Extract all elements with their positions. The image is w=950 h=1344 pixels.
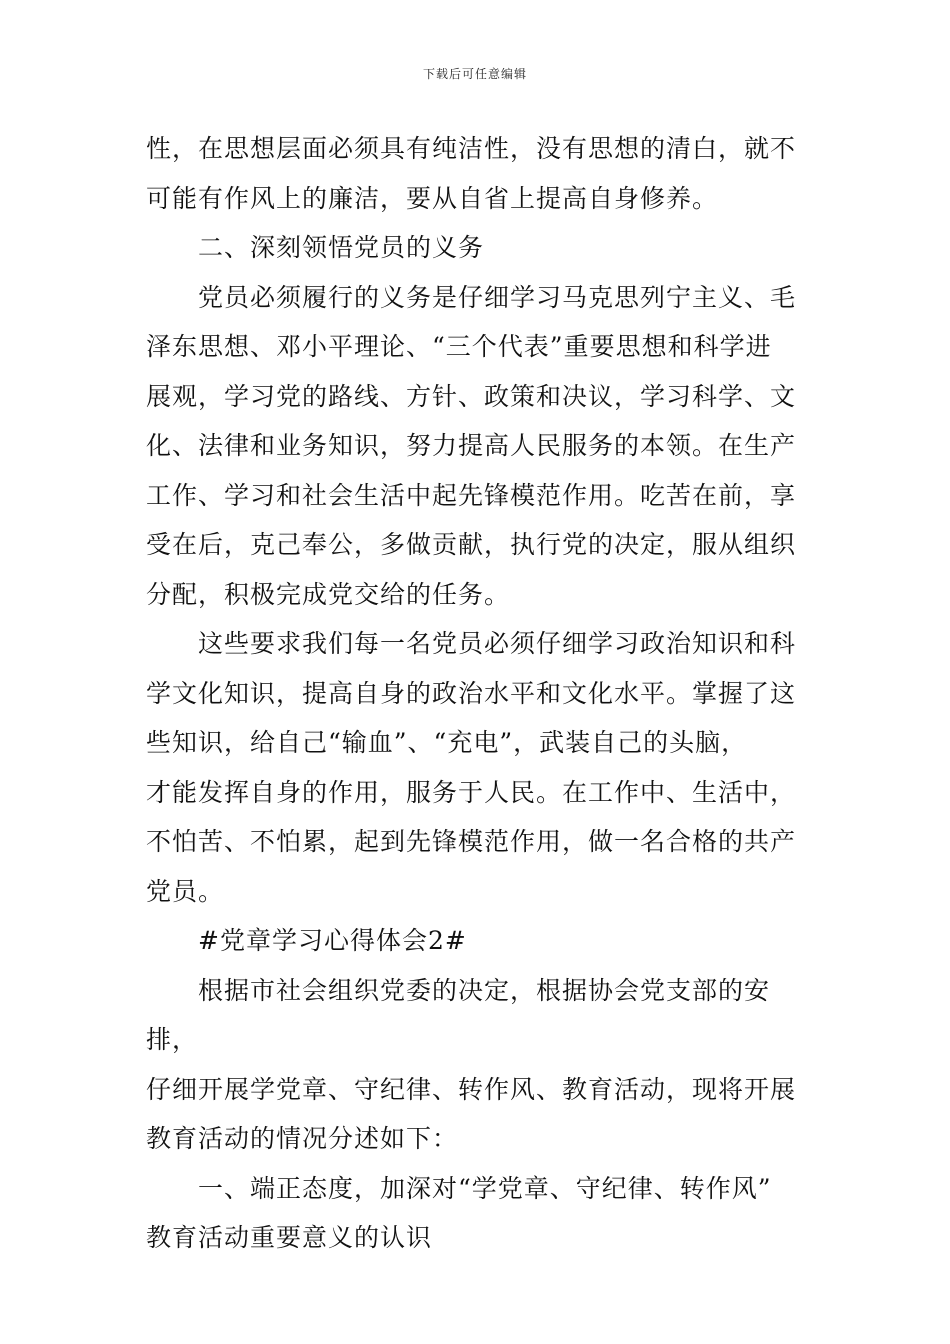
- text-line: 学文化知识，提高自身的政治水平和文化水平。掌握了这: [146, 678, 797, 708]
- text-line: 些知识，给自己“输血”、“充电”，武装自己的头脑，: [146, 728, 748, 757]
- text-line: 才能发挥自身的作用，服务于人民。在工作中、生活中，: [146, 777, 797, 807]
- text-line: 可能有作风上的廉洁，要从自省上提高自身修养。: [146, 183, 719, 213]
- text-line: 教育活动重要意义的认识: [146, 1223, 433, 1252]
- text-line: 党员。: [146, 876, 225, 906]
- article-title: #党章学习心得体会2#: [198, 926, 467, 955]
- page-header-note: 下载后可任意编辑: [422, 67, 527, 81]
- section-heading: 一、端正态度，加深对“学党章、守纪律、转作风”: [198, 1173, 772, 1203]
- text-line: 党员必须履行的义务是仔细学习马克思列宁主义、毛: [198, 282, 797, 312]
- text-line: 展观，学习党的路线、方针、政策和决议，学习科学、文: [146, 381, 797, 411]
- text-line: 化、法律和业务知识，努力提高人民服务的本领。在生产: [146, 431, 797, 460]
- document-body: [146, 124, 816, 1263]
- text-line: 泽东思想、邓小平理论、“三个代表”重要思想和科学进: [146, 332, 772, 361]
- section-heading: 二、深刻领悟党员的义务: [198, 233, 485, 262]
- text-line: 仔细开展学党章、守纪律、转作风、教育活动，现将开展: [146, 1074, 797, 1104]
- text-line: 根据市社会组织党委的决定，根据协会党支部的安排，: [146, 975, 771, 1054]
- text-line: 不怕苦、不怕累，起到先锋模范作用，做一名合格的共产: [146, 827, 797, 856]
- text-line: 这些要求我们每一名党员必须仔细学习政治知识和科: [198, 629, 797, 658]
- text-line: 工作、学习和社会生活中起先锋模范作用。吃苦在前，享: [146, 480, 797, 510]
- text-line: 受在后，克己奉公，多做贡献，执行党的决定，服从组织: [146, 530, 797, 559]
- text-line: 分配，积极完成党交给的任务。: [146, 579, 511, 609]
- text-line: 教育活动的情况分述如下：: [146, 1124, 459, 1153]
- text-line: 性，在思想层面必须具有纯洁性，没有思想的清白，就不: [146, 134, 797, 163]
